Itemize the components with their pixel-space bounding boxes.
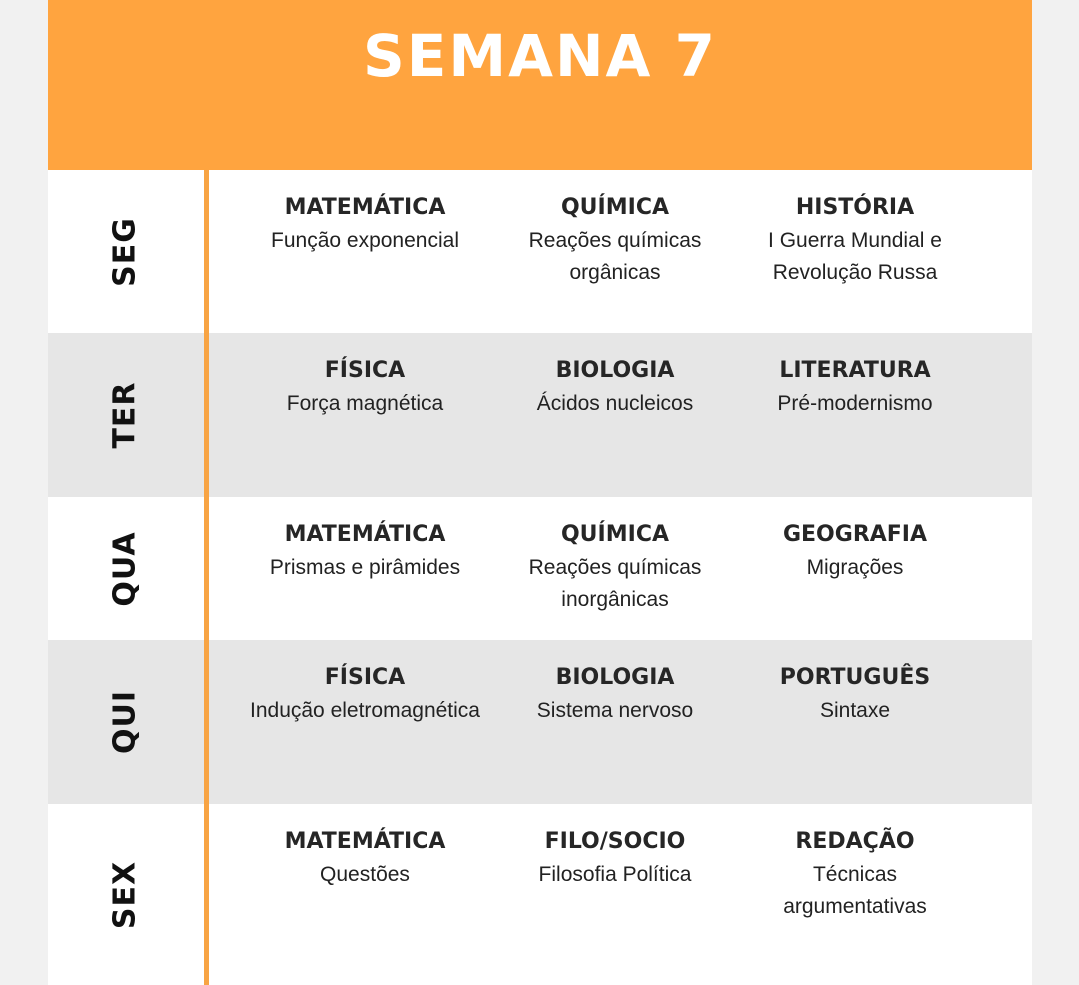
topic-text: Prismas e pirâmides — [269, 556, 461, 579]
day-label: QUA — [107, 530, 143, 607]
topic-text: Reações químicas inorgânicas — [528, 556, 702, 611]
day-label: TER — [107, 381, 143, 449]
schedule-cell — [725, 354, 985, 420]
topic-text: I Guerra Mundial e Revolução Russa — [768, 229, 942, 284]
topic-text: Sintaxe — [819, 699, 891, 722]
schedule-cell — [485, 825, 745, 891]
topic-text: Função exponencial — [271, 229, 459, 252]
day-label: SEX — [107, 860, 143, 929]
schedule-cell — [725, 825, 985, 923]
topic-text: Questões — [320, 863, 410, 886]
schedule-cell — [485, 354, 745, 420]
subject-label: BIOLOGIA — [555, 665, 675, 690]
schedule-cell — [235, 825, 495, 891]
subject-label: FÍSICA — [324, 665, 406, 690]
subject-label: MATEMÁTICA — [284, 829, 446, 854]
subject-label: BIOLOGIA — [555, 358, 675, 383]
topic-text: Sistema nervoso — [536, 699, 694, 722]
subject-label: QUÍMICA — [560, 195, 669, 220]
header-banner — [48, 0, 1032, 170]
schedule-cell — [485, 191, 745, 289]
schedule-cell — [235, 661, 495, 727]
subject-label: PORTUGUÊS — [779, 665, 931, 690]
subject-label: LITERATURA — [779, 358, 931, 383]
subject-label: REDAÇÃO — [795, 829, 915, 854]
day-label: QUI — [107, 689, 143, 755]
schedule-cell — [725, 661, 985, 727]
schedule-cell — [485, 661, 745, 727]
topic-text: Indução eletromagnética — [250, 699, 480, 722]
schedule-cell — [235, 518, 495, 584]
subject-label: FILO/SOCIO — [544, 829, 686, 854]
topic-text: Força magnética — [286, 392, 444, 415]
subject-label: MATEMÁTICA — [284, 522, 446, 547]
topic-text: Migrações — [806, 556, 904, 579]
schedule-cell — [725, 518, 985, 584]
topic-text: Ácidos nucleicos — [536, 392, 694, 415]
divider-line — [204, 170, 209, 985]
topic-text: Técnicas argumentativas — [783, 863, 927, 918]
day-label: SEG — [107, 216, 143, 287]
subject-label: HISTÓRIA — [795, 195, 915, 220]
schedule-cell — [485, 518, 745, 616]
subject-label: FÍSICA — [324, 358, 406, 383]
schedule-cell — [235, 191, 495, 257]
subject-label: GEOGRAFIA — [782, 522, 928, 547]
schedule-cell — [725, 191, 985, 289]
topic-text: Pré-modernismo — [777, 392, 933, 415]
subject-label: QUÍMICA — [560, 522, 669, 547]
schedule-cell — [235, 354, 495, 420]
topic-text: Filosofia Política — [538, 863, 692, 886]
page-title: SEMANA 7 — [363, 22, 717, 90]
subject-label: MATEMÁTICA — [284, 195, 446, 220]
topic-text: Reações químicas orgânicas — [528, 229, 702, 284]
